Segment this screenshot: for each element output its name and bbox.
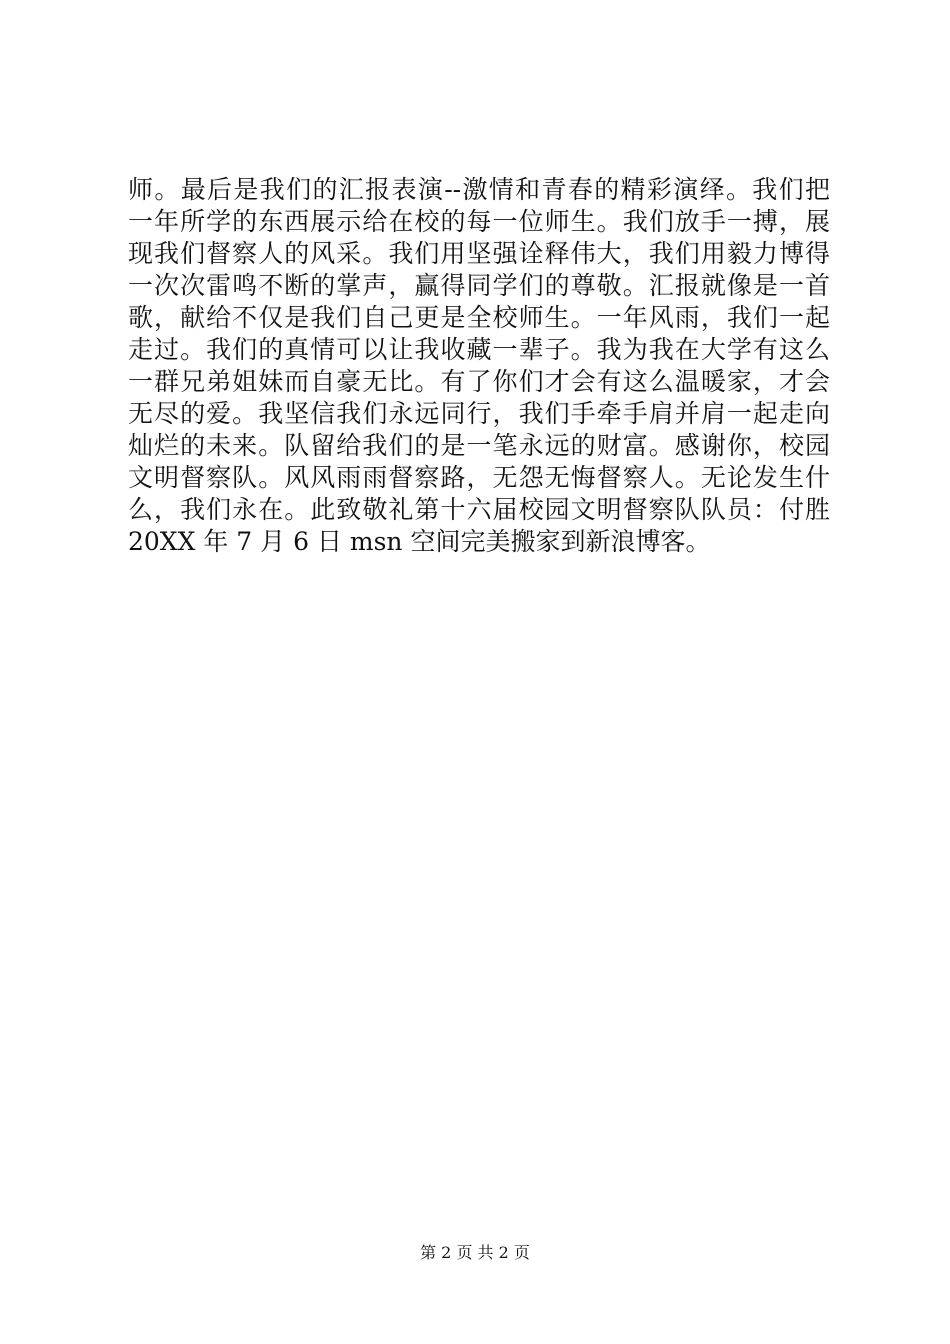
- text-line: 师。最后是我们的汇报表演--激情和青春的精彩演绎。我们把: [128, 175, 830, 204]
- text-line: 走过。我们的真情可以让我收藏一辈子。我为我在大学有这么: [128, 335, 830, 364]
- page-footer: [0, 1243, 950, 1263]
- body-text: [128, 174, 830, 558]
- text-line: 文明督察队。风风雨雨督察路，无怨无悔督察人。无论发生什: [128, 463, 830, 492]
- text-line: 一次次雷鸣不断的掌声，赢得同学们的尊敬。汇报就像是一首: [128, 271, 830, 300]
- text-line: 灿烂的未来。队留给我们的是一笔永远的财富。感谢你，校园: [128, 431, 830, 460]
- text-line: 无尽的爱。我坚信我们永远同行，我们手牵手肩并肩一起走向: [128, 399, 830, 428]
- text-line: 一年所学的东西展示给在校的每一位师生。我们放手一搏，展: [128, 207, 830, 236]
- text-line: 么，我们永在。此致敬礼第十六届校园文明督察队队员：付胜: [128, 495, 830, 524]
- page-number: 第 2 页 共 2 页: [420, 1243, 530, 1262]
- text-line: 歌，献给不仅是我们自己更是全校师生。一年风雨，我们一起: [128, 303, 830, 332]
- text-line: 现我们督察人的风采。我们用坚强诠释伟大，我们用毅力博得: [128, 239, 830, 268]
- text-line: 一群兄弟姐妹而自豪无比。有了你们才会有这么温暖家，才会: [128, 367, 830, 396]
- text-line: 20XX 年 7 月 6 日 msn 空间完美搬家到新浪博客。: [128, 527, 711, 556]
